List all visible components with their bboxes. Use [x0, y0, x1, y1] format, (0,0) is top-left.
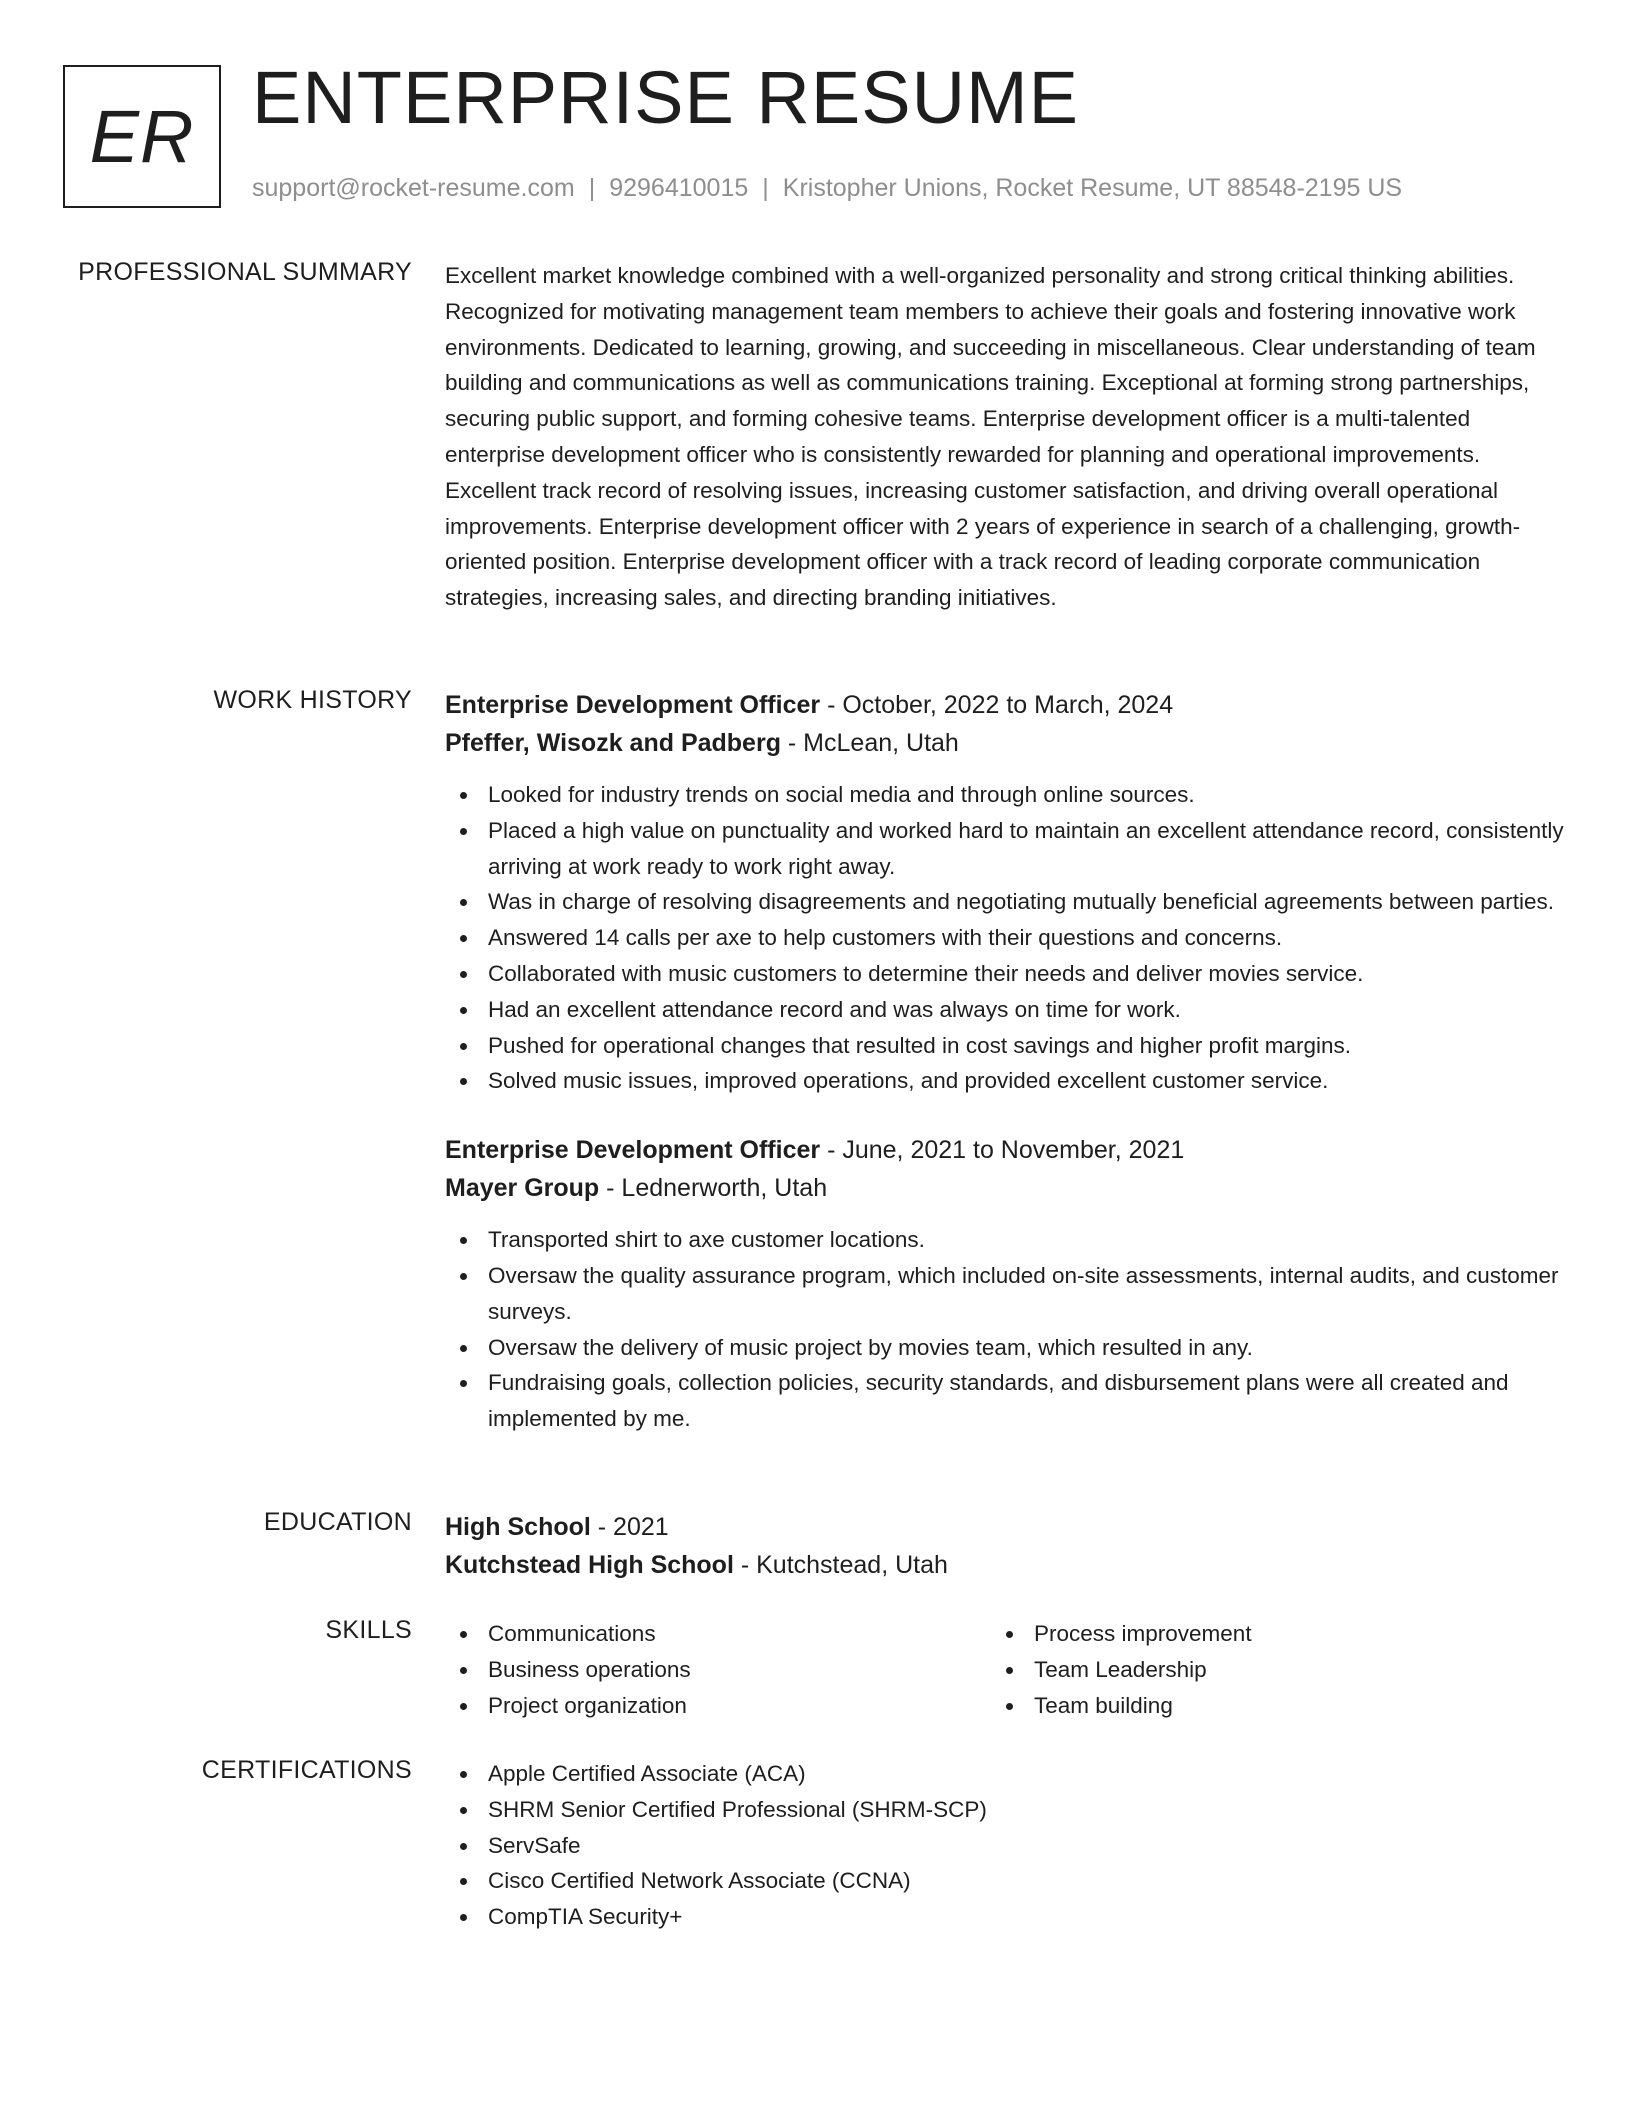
job-title-line	[445, 1131, 1565, 1169]
certification-item: SHRM Senior Certified Professional (SHRM-SCP)	[445, 1792, 1565, 1828]
section-label-certifications: CERTIFICATIONS	[201, 1756, 412, 1784]
job-location: - McLean, Utah	[780, 729, 959, 757]
certification-item: Cisco Certified Network Associate (CCNA)	[445, 1863, 1565, 1899]
summary-text: Excellent market knowledge combined with a well-organized personality and strong critical thinking abilities. Recognized for motivating management team members to achieve their goals and fostering innovative work environments. Dedicated to learning, growing, and succeeding in miscellaneous. Clear understanding of team building and communications as well as communications training. Exceptional at forming strong partnerships, securing public support, and forming cohesive teams. Enterprise development officer is a multi-talented enterprise development officer who is consistently rewarded for planning and operational improvements. Excellent track record of resolving issues, increasing customer satisfaction, and driving overall operational improvements. Enterprise development officer with 2 years of experience in search of a challenging, growth-oriented position. Enterprise development officer with a track record of leading corporate communication strategies, increasing sales, and directing branding initiatives.	[445, 263, 1536, 611]
education-year: - 2021	[590, 1513, 669, 1541]
contact-separator: |	[588, 174, 596, 202]
certification-item: CompTIA Security+	[445, 1899, 1565, 1935]
education-degree-line	[445, 1508, 1565, 1546]
job-company: Mayer Group	[445, 1174, 600, 1203]
job-bullet: Looked for industry trends on social media and through online sources.	[445, 777, 1565, 813]
certification-item: Apple Certified Associate (ACA)	[445, 1756, 1565, 1792]
job-bullet-list	[445, 777, 1565, 1099]
job-bullet: Placed a high value on punctuality and worked hard to maintain an excellent attendance record, consistently arriving at work ready to work right away.	[445, 813, 1565, 885]
job-company-line	[445, 1169, 1565, 1207]
skills-column-right	[991, 1616, 1537, 1723]
education-school: Kutchstead High School	[445, 1551, 734, 1579]
contact-phone[interactable]: 9296410015	[609, 174, 749, 202]
job-bullet: Had an excellent attendance record and was always on time for work.	[445, 992, 1565, 1028]
job-bullet: Transported shirt to axe customer locations.	[445, 1222, 1565, 1258]
job-title: Enterprise Development Officer	[445, 691, 821, 719]
certifications-body	[445, 1756, 1565, 1935]
skill-item: Process improvement	[991, 1616, 1537, 1652]
skill-item: Team building	[991, 1688, 1537, 1724]
skills-list	[991, 1616, 1537, 1723]
section-label-education: EDUCATION	[263, 1508, 412, 1536]
certifications-list	[445, 1756, 1565, 1935]
contact-address: Kristopher Unions, Rocket Resume, UT 88548-2195 US	[782, 174, 1403, 202]
job-bullet: Was in charge of resolving disagreements and negotiating mutually beneficial agreements between parties.	[445, 884, 1565, 920]
certification-item: ServSafe	[445, 1828, 1565, 1864]
job-entry	[445, 686, 1565, 1099]
skills-list	[445, 1616, 991, 1723]
job-bullet: Oversaw the delivery of music project by movies team, which resulted in any.	[445, 1330, 1565, 1366]
monogram-initials: ER	[89, 95, 195, 178]
contact-separator: |	[762, 174, 769, 202]
job-company-line	[445, 724, 1565, 762]
education-location: - Kutchstead, Utah	[733, 1551, 948, 1579]
job-dates: - June, 2021 to November, 2021	[820, 1136, 1185, 1165]
work-history-body	[445, 686, 1565, 1437]
contact-line	[252, 174, 1402, 203]
job-dates: - October, 2022 to March, 2024	[820, 691, 1174, 719]
job-location: - Lednerworth, Utah	[599, 1174, 828, 1203]
skill-item: Business operations	[445, 1652, 991, 1688]
skill-item: Communications	[445, 1616, 991, 1652]
contact-email[interactable]: support@rocket-resume.com	[252, 174, 575, 202]
education-degree: High School	[445, 1513, 591, 1541]
job-title: Enterprise Development Officer	[445, 1136, 821, 1165]
job-bullet: Pushed for operational changes that resulted in cost savings and higher profit margins.	[445, 1028, 1565, 1064]
job-company: Pfeffer, Wisozk and Padberg	[445, 729, 781, 757]
job-bullet: Solved music issues, improved operations, and provided excellent customer service.	[445, 1063, 1565, 1099]
section-label-skills: SKILLS	[325, 1616, 412, 1644]
job-bullet: Answered 14 calls per axe to help customers with their questions and concerns.	[445, 920, 1565, 956]
skill-item: Project organization	[445, 1688, 991, 1724]
skills-column-left	[445, 1616, 991, 1723]
job-bullet: Fundraising goals, collection policies, security standards, and disbursement plans were all created and implemented by me.	[445, 1365, 1565, 1437]
section-label-work-history: WORK HISTORY	[213, 686, 412, 714]
education-body	[445, 1508, 1565, 1584]
skills-grid	[445, 1616, 1565, 1723]
job-bullet: Collaborated with music customers to determine their needs and deliver movies service.	[445, 956, 1565, 992]
resume-name: ENTERPRISE RESUME	[252, 56, 1080, 139]
job-entry	[445, 1131, 1565, 1437]
job-title-line	[445, 686, 1565, 724]
monogram-badge	[63, 65, 221, 208]
job-bullet-list	[445, 1222, 1565, 1437]
education-school-line	[445, 1546, 1565, 1584]
job-bullet: Oversaw the quality assurance program, which included on-site assessments, internal audits, and customer surveys.	[445, 1258, 1565, 1330]
skill-item: Team Leadership	[991, 1652, 1537, 1688]
section-label-summary: PROFESSIONAL SUMMARY	[78, 258, 412, 286]
